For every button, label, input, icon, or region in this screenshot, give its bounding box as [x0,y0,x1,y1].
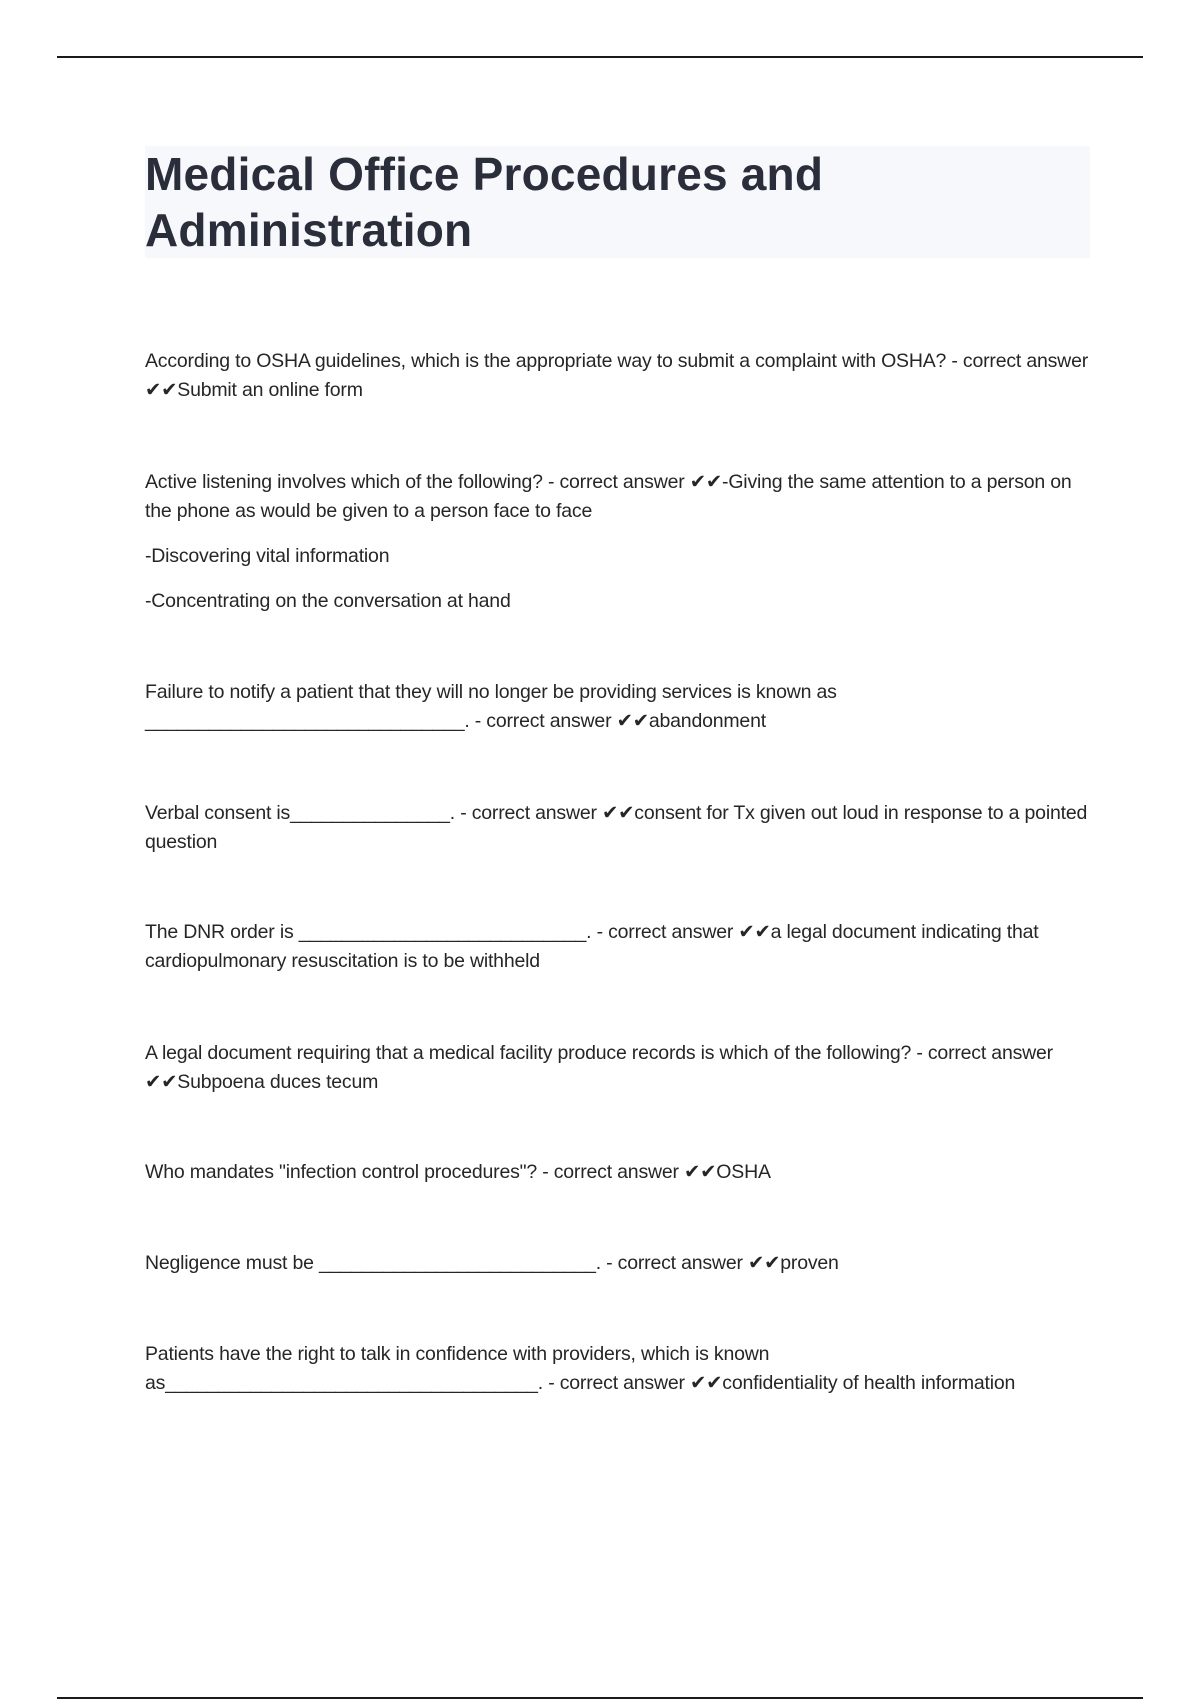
qa-item-6 [145,1039,1095,1097]
qa-text: Who mandates "infection control procedures"? - correct answer ✔✔OSHA [145,1161,771,1183]
title-banner [145,146,1090,258]
qa-item-5 [145,918,1095,976]
qa-extra-line: -Concentrating on the conversation at hand [145,590,511,612]
page-title: Medical Office Procedures and Administration [145,148,824,256]
qa-text: According to OSHA guidelines, which is the appropriate way to submit a complaint with OSHA? - correct answer ✔✔Submit an online form [145,350,1089,401]
qa-item-4 [145,799,1095,857]
qa-text: Verbal consent is_______________. - correct answer ✔✔consent for Tx given out loud in response to a pointed question [145,802,1088,853]
bottom-divider [57,1697,1143,1699]
qa-item-1 [145,347,1095,405]
qa-item-9 [145,1340,1095,1398]
qa-item-3 [145,678,1095,736]
qa-extra-line: -Discovering vital information [145,545,390,567]
qa-item-2 [145,468,1095,616]
qa-text: Failure to notify a patient that they will no longer be providing services is known as ______________________________. - correct answer ✔✔abandonment [145,681,837,732]
qa-text: Patients have the right to talk in confidence with providers, which is known as___________________________________. - correct answer ✔✔confidentiality of health information [145,1343,1016,1394]
qa-item-8 [145,1249,1095,1278]
qa-text: A legal document requiring that a medical facility produce records is which of the following? - correct answer ✔✔Subpoena duces tecum [145,1042,1053,1093]
qa-text: Active listening involves which of the following? - correct answer ✔✔-Giving the same attention to a person on the phone as would be given to a person face to face [145,471,1072,522]
qa-text: The DNR order is ___________________________. - correct answer ✔✔a legal document indicating that cardiopulmonary resuscitation is to be withheld [145,921,1039,972]
qa-text: Negligence must be __________________________. - correct answer ✔✔proven [145,1252,839,1274]
qa-item-7 [145,1158,1095,1187]
top-divider [57,56,1143,58]
